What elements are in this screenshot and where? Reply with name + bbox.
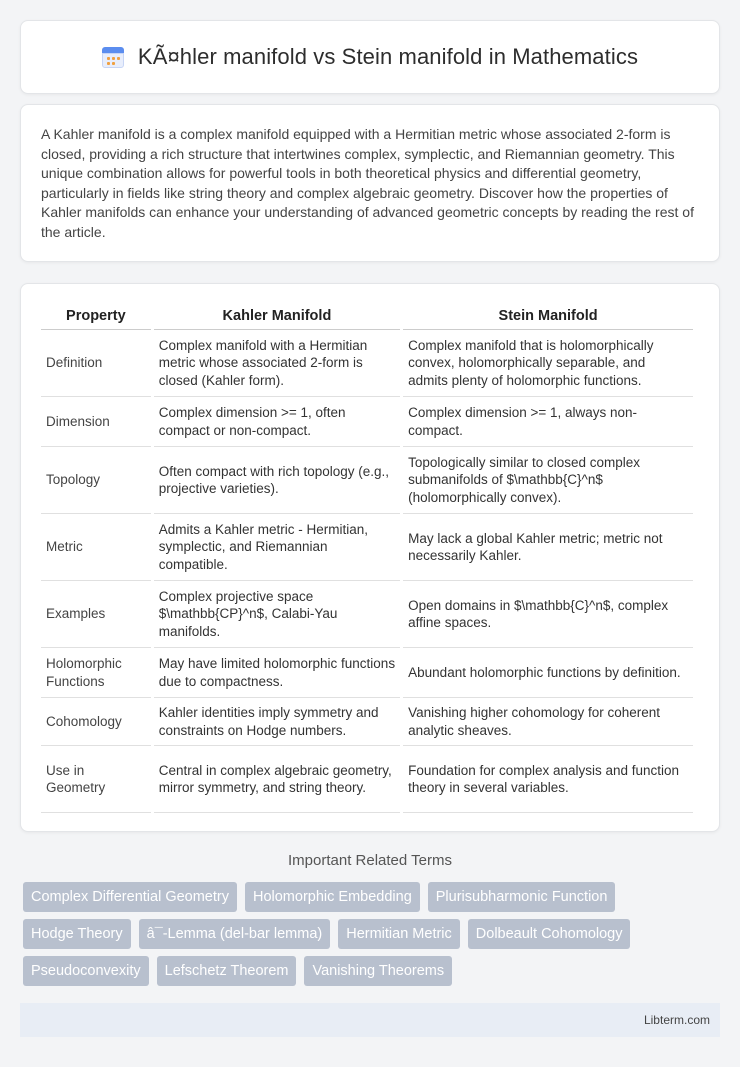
calendar-icon <box>102 46 124 68</box>
related-tag[interactable]: Holomorphic Embedding <box>245 882 420 912</box>
row-kahler: Kahler identities imply symmetry and constraints on Hodge numbers. <box>154 698 400 746</box>
row-stein: May lack a global Kahler metric; metric not necessarily Kahler. <box>403 514 693 581</box>
row-kahler: May have limited holomorphic functions due to compactness. <box>154 648 400 698</box>
comparison-table <box>38 302 696 813</box>
row-kahler: Often compact with rich topology (e.g., projective varieties). <box>154 447 400 514</box>
row-kahler: Complex projective space $\mathbb{CP}^n$, Calabi-Yau manifolds. <box>154 581 400 648</box>
row-property: Use in Geometry <box>41 746 151 813</box>
related-tag[interactable]: Complex Differential Geometry <box>23 882 237 912</box>
footer-site-link[interactable]: Libterm.com <box>643 1013 710 1027</box>
related-tag[interactable]: Vanishing Theorems <box>304 956 452 986</box>
row-stein: Complex dimension >= 1, always non-compact. <box>403 397 693 447</box>
related-tag[interactable]: Pseudoconvexity <box>23 956 149 986</box>
comparison-card <box>20 283 720 832</box>
related-tags <box>20 882 720 986</box>
header-kahler: Kahler Manifold <box>154 302 400 330</box>
row-stein: Open domains in $\mathbb{C}^n$, complex affine spaces. <box>403 581 693 648</box>
row-property: Dimension <box>41 397 151 447</box>
related-tag[interactable]: Dolbeault Cohomology <box>468 919 631 949</box>
row-kahler: Complex dimension >= 1, often compact or non-compact. <box>154 397 400 447</box>
row-kahler: Central in complex algebraic geometry, mirror symmetry, and string theory. <box>154 746 400 813</box>
row-property: Definition <box>41 330 151 397</box>
table-row <box>41 698 693 746</box>
row-stein: Abundant holomorphic functions by definition. <box>403 648 693 698</box>
related-tag[interactable]: Plurisubharmonic Function <box>428 882 616 912</box>
page-title: KÃ¤hler manifold vs Stein manifold in Mathematics <box>137 44 639 69</box>
row-property: Holomorphic Functions <box>41 648 151 698</box>
row-property: Cohomology <box>41 698 151 746</box>
related-tag[interactable]: Lefschetz Theorem <box>157 956 297 986</box>
row-property: Metric <box>41 514 151 581</box>
title-wrap <box>102 44 638 70</box>
related-tag[interactable]: â¯-Lemma (del-bar lemma) <box>139 919 331 949</box>
row-property: Topology <box>41 447 151 514</box>
table-row <box>41 330 693 397</box>
intro-card <box>20 104 720 262</box>
intro-paragraph: A Kahler manifold is a complex manifold equipped with a Hermitian metric whose associated 2-form is closed, providing a rich structure that intertwines complex, symplectic, and Riemannian geometry. This unique combination allows for powerful tools in both theoretical physics and differential geometry, particularly in fields like string theory and complex algebraic geometry. Discover how the properties of Kahler manifolds can enhance your understanding of advanced geometric concepts by reading the rest of the article. <box>41 126 694 240</box>
table-row <box>41 447 693 514</box>
row-kahler: Admits a Kahler metric - Hermitian, symplectic, and Riemannian compatible. <box>154 514 400 581</box>
footer <box>20 1003 720 1037</box>
row-stein: Complex manifold that is holomorphically convex, holomorphically separable, and admits plenty of holomorphic functions. <box>403 330 693 397</box>
table-row <box>41 397 693 447</box>
row-stein: Vanishing higher cohomology for coherent analytic sheaves. <box>403 698 693 746</box>
related-tag[interactable]: Hodge Theory <box>23 919 131 949</box>
row-property: Examples <box>41 581 151 648</box>
table-row <box>41 581 693 648</box>
related-terms-title: Important Related Terms <box>288 852 452 869</box>
row-stein: Foundation for complex analysis and function theory in several variables. <box>403 746 693 813</box>
header-stein: Stein Manifold <box>403 302 693 330</box>
table-row <box>41 746 693 813</box>
table-header-row <box>41 302 693 330</box>
row-stein: Topologically similar to closed complex submanifolds of $\mathbb{C}^n$ (holomorphically convex). <box>403 447 693 514</box>
row-kahler: Complex manifold with a Hermitian metric whose associated 2-form is closed (Kahler form). <box>154 330 400 397</box>
table-row <box>41 514 693 581</box>
header-property: Property <box>41 302 151 330</box>
table-row <box>41 648 693 698</box>
related-terms-section <box>20 852 720 986</box>
related-tag[interactable]: Hermitian Metric <box>338 919 460 949</box>
header-card <box>20 20 720 94</box>
